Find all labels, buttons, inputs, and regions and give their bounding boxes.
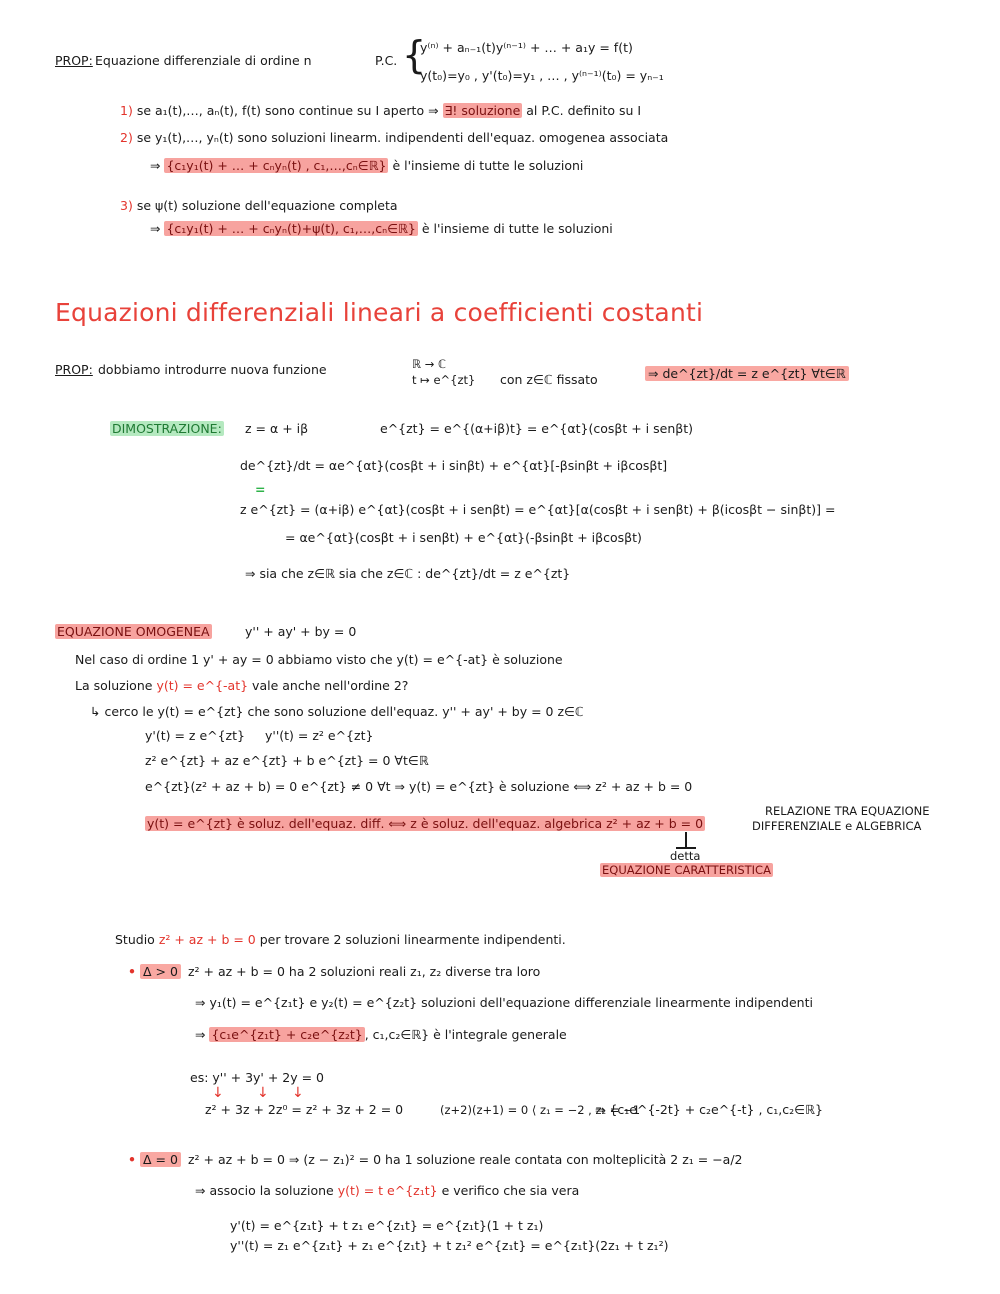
item-1: 1) se a₁(t),…, aₙ(t), f(t) sono continue su I aperto ⇒ ∃! soluzione al P.C. definito su I	[120, 103, 642, 118]
delta-positive-line-3: ⇒ {c₁e^{z₁t} + c₂e^{z₂t} , c₁,c₂∈ℝ} è l'integrale generale	[195, 1027, 567, 1042]
omog-equation: y'' + ay' + by = 0	[245, 624, 357, 639]
item-3-result: ⇒ {c₁y₁(t) + … + cₙyₙ(t)+ψ(t), c₁,…,cₙ∈ℝ} è l'insieme di tutte le soluzioni	[150, 221, 613, 236]
omog-second-derivative: y''(t) = z² e^{zt}	[265, 728, 374, 743]
prop2-condition: con z∈ℂ fissato	[500, 372, 598, 387]
prop2-map-domain: ℝ → ℂ	[412, 357, 447, 371]
prop2-result: ⇒ de^{zt}/dt = z e^{zt} ∀t∈ℝ	[645, 366, 849, 382]
system-brace: {	[402, 33, 427, 77]
omog-substitution: z² e^{zt} + az e^{zt} + b e^{zt} = 0 ∀t∈ℝ	[145, 753, 429, 768]
delta-zero-case: • Δ = 0	[128, 1152, 181, 1168]
delta-positive-line-2: ⇒ y₁(t) = e^{z₁t} e y₂(t) = e^{z₂t} soluzioni dell'equazione differenziale linearmente indipendenti	[195, 995, 813, 1010]
omog-line-1: Nel caso di ordine 1 y' + ay = 0 abbiamo visto che y(t) = e^{-at} è soluzione	[75, 652, 563, 667]
demo-z-exp: z e^{zt} = (α+iβ) e^{αt}(cosβt + i senβt) = e^{αt}[α(cosβt + i senβt) + β(icosβt − sinβt)] =	[240, 502, 836, 517]
omog-first-derivative: y'(t) = z e^{zt}	[145, 728, 245, 743]
demo-equals: =	[255, 482, 266, 497]
pc-label: P.C.	[375, 53, 398, 68]
delta-zero-line-2: ⇒ associo la soluzione y(t) = t e^{z₁t} e verifico che sia vera	[195, 1183, 580, 1198]
item-2: 2) se y₁(t),…, yₙ(t) sono soluzioni linearm. indipendenti dell'equaz. omogenea associata	[120, 130, 669, 145]
relation-note-line-2: DIFFERENZIALE e ALGEBRICA	[752, 819, 922, 833]
pc-initial-conditions: y(t₀)=y₀ , y'(t₀)=y₁ , … , y⁽ⁿ⁻¹⁾(t₀) = yₙ₋₁	[420, 68, 664, 83]
omog-factorization: e^{zt}(z² + az + b) = 0 e^{zt} ≠ 0 ∀t ⇒ y(t) = e^{zt} è soluzione ⟺ z² + az + b = 0	[145, 779, 693, 794]
delta-zero-line-1: z² + az + b = 0 ⇒ (z − z₁)² = 0 ha 1 soluzione reale contata con molteplicità 2 z₁ = −a/2	[188, 1152, 743, 1167]
characteristic-equation-label: EQUAZIONE CARATTERISTICA	[602, 863, 771, 877]
example-general-solution: ⇒ {c₁e^{-2t} + c₂e^{-t} , c₁,c₂∈ℝ}	[595, 1102, 823, 1117]
pc-equation: y⁽ⁿ⁾ + aₙ₋₁(t)y⁽ⁿ⁻¹⁾ + … + a₁y = f(t)	[420, 40, 633, 55]
arrow-down-icon: ↓	[257, 1085, 269, 1101]
studio-intro: Studio z² + az + b = 0 per trovare 2 soluzioni linearmente indipendenti.	[115, 932, 566, 947]
demo-z: z = α + iβ	[245, 421, 309, 436]
demo-exp: e^{zt} = e^{(α+iβ)t} = e^{αt}(cosβt + i senβt)	[380, 421, 694, 436]
relation-note-line-1: RELAZIONE TRA EQUAZIONE	[765, 804, 930, 818]
demo-expansion: = αe^{αt}(cosβt + i senβt) + e^{αt}(-βsinβt + iβcosβt)	[285, 530, 642, 545]
omog-label: EQUAZIONE OMOGENEA	[57, 624, 210, 639]
demo-derivative: de^{zt}/dt = αe^{αt}(cosβt + i sinβt) + e^{αt}[-βsinβt + iβcosβt]	[240, 458, 668, 473]
detta-label: detta	[670, 849, 701, 863]
characteristic-pointer	[685, 832, 687, 848]
demo-conclusion: ⇒ sia che z∈ℝ sia che z∈ℂ : de^{zt}/dt = z e^{zt}	[245, 566, 571, 581]
omog-key-relation: y(t) = e^{zt} è soluz. dell'equaz. diff. ⟺ z è soluz. dell'equaz. algebrica z² + az + b = 0	[147, 816, 704, 831]
demo-label: DIMOSTRAZIONE:	[112, 421, 222, 436]
arrow-down-icon: ↓	[292, 1085, 304, 1101]
delta-positive-case: • Δ > 0	[128, 964, 181, 980]
example-roots: (z+2)(z+1) = 0 ⟨ z₁ = −2 , z₂ = −1	[440, 1103, 641, 1117]
prop-label: PROP:	[55, 53, 93, 68]
example-equation: es: y'' + 3y' + 2y = 0	[190, 1070, 325, 1085]
delta-positive-line-1: z² + az + b = 0 ha 2 soluzioni reali z₁, z₂ diverse tra loro	[188, 964, 541, 979]
item-3: 3) se ψ(t) soluzione dell'equazione completa	[120, 198, 398, 213]
arrow-down-icon: ↓	[212, 1085, 224, 1101]
section-title: Equazioni differenziali lineari a coefficienti costanti	[55, 298, 704, 327]
prop2-label: PROP:	[55, 362, 93, 377]
example-characteristic: z² + 3z + 2z⁰ = z² + 3z + 2 = 0	[205, 1102, 404, 1117]
omog-line-3: ↳ cerco le y(t) = e^{zt} che sono soluzione dell'equaz. y'' + ay' + by = 0 z∈ℂ	[90, 704, 584, 719]
item-2-result: ⇒ {c₁y₁(t) + … + cₙyₙ(t) , c₁,…,cₙ∈ℝ} è l'insieme di tutte le soluzioni	[150, 158, 584, 173]
prop2-text: dobbiamo introdurre nuova funzione	[98, 362, 327, 377]
prop-text: Equazione differenziale di ordine n	[95, 53, 312, 68]
delta-zero-first-derivative: y'(t) = e^{z₁t} + t z₁ e^{z₁t} = e^{z₁t}(1 + t z₁)	[230, 1218, 544, 1233]
prop2-map-rule: t ↦ e^{zt}	[412, 373, 476, 387]
omog-line-2: La soluzione y(t) = e^{-at} vale anche nell'ordine 2?	[75, 678, 409, 693]
delta-zero-second-derivative: y''(t) = z₁ e^{z₁t} + z₁ e^{z₁t} + t z₁² e^{z₁t} = e^{z₁t}(2z₁ + t z₁²)	[230, 1238, 669, 1253]
